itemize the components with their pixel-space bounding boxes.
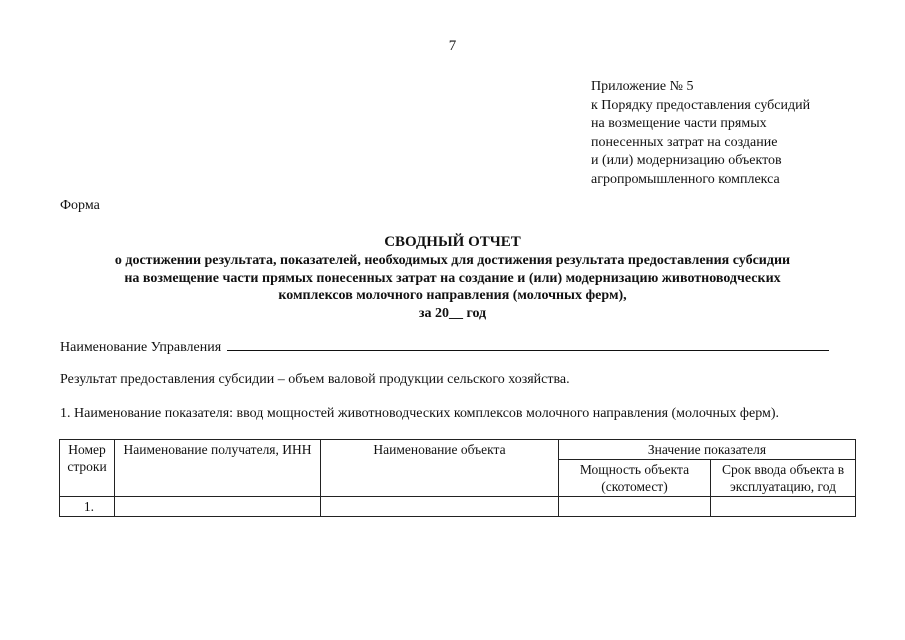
object-cell[interactable] — [321, 497, 559, 517]
recipient-cell[interactable] — [115, 497, 321, 517]
header-capacity: Мощность объекта (скотомест) — [559, 460, 711, 497]
subsidy-result-text: Результат предоставления субсидии – объем валовой продукции сельского хозяйства. — [60, 372, 570, 387]
page-number: 7 — [448, 38, 457, 54]
commissioning-cell[interactable] — [711, 497, 856, 517]
header-object: Наименование объекта — [321, 440, 559, 497]
appendix-reference — [591, 78, 810, 189]
header-indicator-value: Значение показателя — [559, 440, 856, 460]
appendix-line: агропромышленного комплекса — [591, 171, 780, 187]
table-row — [60, 497, 856, 517]
report-subtitle-line: о достижении результата, показателей, необходимых для достижения результата предоставления субсидии — [114, 253, 791, 268]
report-title-block — [0, 232, 905, 322]
header-commissioning: Срок ввода объекта в эксплуатацию, год — [711, 460, 856, 497]
appendix-line: на возмещение части прямых — [591, 116, 767, 131]
report-title: СВОДНЫЙ ОТЧЕТ — [384, 234, 521, 250]
header-row-number: Номер строки — [60, 440, 115, 497]
appendix-line: и (или) модернизацию объектов — [591, 153, 782, 168]
indicator-name-text: 1. Наименование показателя: ввод мощностей животноводческих комплексов молочного направления (молочных ферм). — [60, 406, 780, 421]
department-row — [60, 338, 829, 356]
appendix-line: Приложение № 5 — [591, 79, 694, 94]
department-name-field[interactable] — [227, 338, 829, 351]
header-recipient: Наименование получателя, ИНН — [115, 440, 321, 497]
report-period: за 20__ год — [418, 305, 487, 321]
form-label: Форма — [60, 198, 100, 213]
indicator-table — [59, 439, 856, 517]
appendix-line: понесенных затрат на создание — [591, 134, 778, 150]
table-header-row — [60, 440, 856, 460]
appendix-line: к Порядку предоставления субсидий — [591, 97, 811, 113]
department-label: Наименование Управления — [60, 340, 222, 355]
report-subtitle-line: комплексов молочного направления (молочных ферм), — [278, 288, 627, 303]
capacity-cell[interactable] — [559, 497, 711, 517]
report-subtitle-line: на возмещение части прямых понесенных затрат на создание и (или) модернизацию животноводческих — [124, 270, 781, 286]
row-number-cell: 1. — [60, 497, 115, 517]
